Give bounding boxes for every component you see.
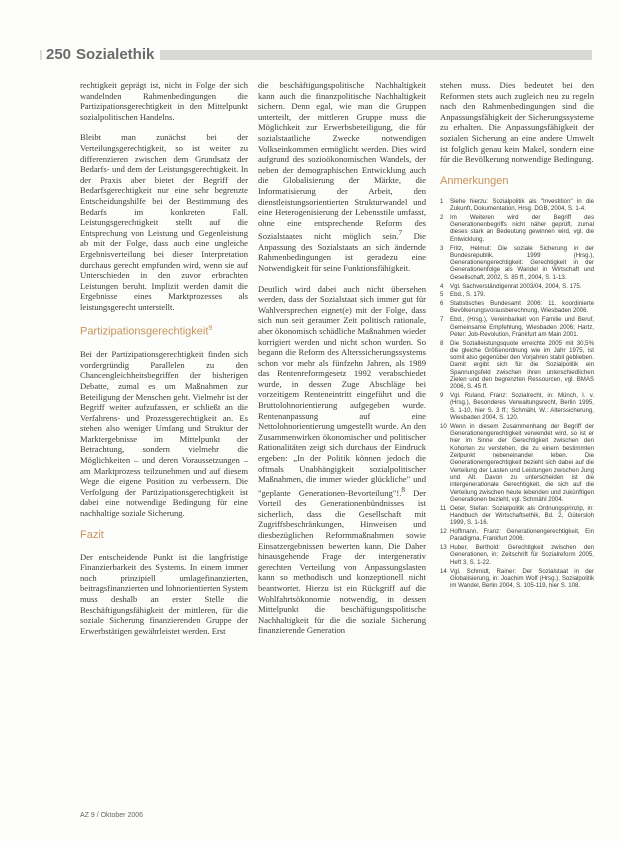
paragraph: Bei der Partizipationsgerechtigkeit finden sich vordergründig Parallelen zu den Chancengleichheitsbegriffen der bisherigen Debatte, zumal es um Maßnahmen zur Beteiligung der Menschen geht. Vielmehr ist der Begriff weiter aufzufassen, er schließt an die Verfahrens- und Prozessgerechtigkeit an. Es stehen also weniger Umfang und Struktur der Marktergebnisse im Mittelpunkt der Betrachtung, sondern vielmehr die Möglichkeiten – und deren Voraussetzungen – am Marktprozess teilzunehmen und auf diesem Wege die eigene Position zu verbessern. Die Verfolgung der Partizipationsgerechtigkeit ist dabei eine notwendige Bedingung für eine nachhaltige soziale Sicherung. bbox=[80, 349, 248, 519]
footnote-text: Vgl. Sachverständigenrat 2003/04, 2004, S. 175. bbox=[450, 282, 582, 290]
footnote-text: Siehe hierzu: Sozialpolitik als "Investition" in die Zukunft, Dokumentation, Hrsg. DGB, 2004, S. 1-4. bbox=[450, 197, 594, 213]
footnote bbox=[440, 198, 594, 213]
footnote-number: 7 bbox=[440, 316, 444, 324]
footnote-text: Huber, Berthold: Gerechtigkeit zwischen den Generationen, in: Zeitschrift für Sozialreform 2005, Heft 3, S. 1-22. bbox=[450, 544, 594, 566]
paragraph-text: Die Anpassung des Sozialstaats an sich ändernde Rahmenbedingungen ist geradezu eine Notwendigkeit für seine Funktionsfähigkeit. bbox=[258, 231, 426, 273]
footnote-number: 10 bbox=[440, 422, 447, 430]
footnote-number: 14 bbox=[440, 567, 447, 575]
paragraph-text: Deutlich wird dabei auch nicht übersehen werden, dass der Sozialstaat sich immer gut für Wahlversprechen eignet(e) mit der Folge, dass sich nun seit geraumer Zeit politisch rationale, aber ökonomisch schädliche Maßnahmen wieder korrigiert werden und nicht schon wurden. So begann die Reform des Alterssicherungssystems schon vor mehr als fünfzehn Jahren, als 1989 das Rentenreformgesetz 1992 verabschiedet wurde, in dessen Zuge Abschläge bei vorzeitigem Renteneintritt eingeführt und die Bruttolohnorientierung aufgegeben wurde. Rentenanpassung auf eine Nettolohnorientierung umgestellt wurde. An den Zusammenwirken ökonomischer und politischer Rationalitäten zeigt sich durchaus der Eindruck ergeben: „In der Politik können jedoch die oftmals Unabhängigkeit sozialpolitischer Maßnahmen, die immer wieder glückliche" und "geplante Generationen-Bevorteilung"!. bbox=[258, 283, 426, 498]
footnote bbox=[440, 283, 594, 290]
footnote-number: 5 bbox=[440, 291, 444, 299]
footnote-text: Im Weiteren wird der Begriff des Generationenbegriffs nicht näher geprüft, zumal dieses stark an Bedeutung gewinnen wird, vgl. die Entwicklung. bbox=[450, 213, 594, 243]
footnote bbox=[440, 245, 594, 281]
paragraph bbox=[258, 80, 426, 274]
footnotes-list bbox=[440, 198, 594, 590]
footnote-number: 11 bbox=[440, 504, 447, 512]
footnote-text: Fritz, Helmut: Die soziale Sicherung in der Bundesrepublik, 1999 (Hrsg.), Generationengerechtigkeit: Gerechtigkeit in der Generationenfolge als Wandel in Wirtschaft und Gesellschaft, 2002, S. 85 ff., 2004, S. 1-13. bbox=[450, 244, 594, 281]
footnote-number: 2 bbox=[440, 213, 444, 221]
footnote bbox=[440, 316, 594, 338]
footnote bbox=[440, 214, 594, 243]
footnote-text: Die Sozialleistungsquote erreichte 2005 mit 30,5% die gleiche Größenordnung wie im Jahr 1975, ist somit also gegenüber den Vorjahren stabil geblieben. Damit ergibt sich für die Sozialpolitik ein Spannungsfeld zwischen ihren unterschiedlichen Zielen und den begrenzten Ressourcen, vgl. BMAS 2006, S. 45 ff. bbox=[450, 339, 594, 391]
page-header bbox=[40, 44, 592, 66]
heading-text: Partizipationsgerechtigkeit bbox=[80, 326, 209, 339]
notes-heading: Anmerkungen bbox=[440, 174, 509, 187]
footnote bbox=[440, 291, 594, 298]
footnote bbox=[440, 340, 594, 391]
section-title: Sozialethik bbox=[74, 44, 160, 66]
footnote-text: Hoffmann, Franz: Generationengerechtigkeit, Ein Paradigma, Frankfurt 2006. bbox=[450, 528, 594, 543]
footnote bbox=[440, 544, 594, 566]
footnote bbox=[440, 423, 594, 503]
footnote-text: Wenn in diesem Zusammenhang der Begriff der Generationengerechtigkeit verwendet wird, so ist er hier im Sinne der Gerechtigkeit zwischen den Kohorten zu verstehen, die zu einem bestimmten Zeitpunkt nebeneinander leben. Die Generationengerechtigkeit bezieht sich dabei auf die Verteilung der Lasten und Leistungen zwischen Jung und Alt. Davon zu unterscheiden ist die intergenerationale Gerechtigkeit, die sich auf die Verteilung zwischen heute lebenden und zukünftigen Generationen bezieht, vgl. Schmähl 2004. bbox=[450, 422, 594, 503]
footnote-number: 3 bbox=[440, 244, 444, 252]
footnote bbox=[440, 505, 594, 527]
footnote-text: Oeter, Stefan: Sozialpolitik als Ordnungsprinzip, in: Handbuch der Wirtschaftsethik, Bd. 2, Gütersloh 1999, S. 1-16. bbox=[450, 504, 594, 527]
section-heading bbox=[80, 322, 248, 339]
footnote-number: 13 bbox=[440, 544, 447, 552]
footnote-text: Vgl. Ruland, Franz: Sozialrecht, in: Münch, I. v. (Hrsg.), Besonderes Verwaltungsrecht, Berlin 1995, S. 1-10, hier S. 3 ff.; Schmähl, W.: Alterssicherung, Wiesbaden 2004, S. 120. bbox=[450, 392, 594, 422]
section-heading: Fazit bbox=[80, 528, 104, 541]
paragraph-text: die beschäftigungspolitische Nachhaltigkeit kann auch die finanzpolitische Nachhaltigkeit sichern. Denn egal, wie man die Gruppen unterteilt, der mittleren Gruppe muss die Möglichkeit zur Erwerbsbeteiligung, die für sozialstaatliche Zwecke notwendigen Volkseinkommen ermöglicht werden. Dies wird aufgrund des sozioökonomischen Wandels, der neben der demographischen Entwicklung auch die Globalisierung der Märkte, die Informatisierung der Arbeit, den dienstleistungsorientierten Strukturwandel und eine Heterogenisierung der Lebensstile umfasst, ohne eine entsprechende Reform des Sozialstaates nicht möglich sein. bbox=[258, 80, 426, 242]
paragraph bbox=[258, 284, 426, 636]
footnote bbox=[440, 528, 594, 543]
text-column-3 bbox=[440, 80, 594, 591]
footnote bbox=[440, 300, 594, 315]
footnote-text: Ebd., S. 179. bbox=[450, 291, 486, 299]
paragraph: rechtigkeit geprägt ist, nicht in Folge der sich wandelnden Rahmenbedingungen die Partizipationsgerechtigkeit in den Mittelpunkt sozialpolitischen Handelns. bbox=[80, 80, 248, 122]
footnote-number: 6 bbox=[440, 300, 444, 308]
paragraph: Bleibt man zunächst bei der Verteilungsgerechtigkeit, so ist weiter zu differenzieren zwischen dem Grundsatz der Bedarfs- und dem der Leistungsgerechtigkeit. In der Praxis aber bietet der Begriff der Bedarfsgerechtigkeit nur eine sehr begrenzte Entscheidungshilfe bei der Bestimmung des Bedarfs im konkreten Fall. Leistungsgerechtigkeit stellt auf die Entsprechung von Leistung und Gegenleistung ab mit der Folge, dass auch eine ungleiche Ergebnisverteilung bei dieser Interpretation durchaus gerecht empfunden wird, wenn sie auf Unterschieden in den zuvor erbrachten Leistungen beruht. Implizit werden damit die Ergebnisse eines Marktprozesses als leistungsgerecht unterstellt. bbox=[80, 132, 248, 312]
footnote-number: 1 bbox=[440, 197, 444, 205]
page-number: 250 bbox=[42, 44, 75, 66]
footnote-text: Statistisches Bundesamt 2006: 11. koordinierte Bevölkerungsvorausberechnung, Wiesbaden 2006. bbox=[450, 300, 594, 315]
text-column-1 bbox=[80, 80, 248, 646]
footnote bbox=[440, 392, 594, 421]
footnote-number: 4 bbox=[440, 282, 444, 290]
footnote-number: 8 bbox=[440, 339, 444, 347]
footnote-number: 9 bbox=[440, 392, 444, 400]
footnote-ref: 9 bbox=[208, 325, 213, 333]
footnote-ref: 7 bbox=[398, 229, 403, 238]
page-footer: AZ 9 / Oktober 2006 bbox=[80, 812, 144, 819]
paragraph: stehen muss. Dies bedeutet bei den Reformen stets auch zugleich neu zu regeln nach den Rahmenbedingungen sind die Anpassungsfähigkeit der Sicherungssysteme zu erhalten. Die Anpassungsfähigkeit der sozialen Sicherung an eine andere Umwelt ist folglich genau kein Makel, sondern eine für die Bevölkerung notwendige Bedingung. bbox=[440, 80, 594, 165]
paragraph: Der entscheidende Punkt ist die langfristige Finanzierbarkeit des Systems. In einem immer noch prinzipiell umlagefinanzierten, beitragsfinanzierten und lohnorientierten System muss deshalb an erster Stelle die Beschäftigungsfähigkeit der mittleren, für die soziale Sicherung finanzierenden Gruppe der Erwerbstätigen gewährleistet werden. Erst bbox=[80, 551, 248, 636]
text-column-2 bbox=[258, 80, 426, 646]
footnote-number: 12 bbox=[440, 528, 447, 536]
footnote-text: Ebd., (Hrsg.), Vereinbarkeit von Familie und Beruf, Gemeinsame Empfehlung, Wiesbaden 2006; Hartz, Peter: Job-Revolution, Frankfurt am Main 2001. bbox=[450, 316, 594, 338]
paragraph-text: Der Vorteil des Generationenbündnisses ist sicherlich, dass die Gesellschaft mit Zugriffsbeschränkungen, Hinweisen und diesbezüglichen Reformmaßnahmen sowie Einsatzergebnissen bewerten kann. Die Daher hinausgehende Frage der intergenerativ gerechten Verteilung von Anpassungslasten kann so methodisch und konzeptionell nicht beantwortet. Hierzu ist ein Rückgriff auf die Wohlfahrtsökonomie notwendig, in dessen Mittelpunkt die beschäftigungspolitische Nachhaltigkeit für die die soziale Sicherung finanzierende Generation bbox=[258, 487, 426, 636]
footnote-text: Vgl. Schmidt, Rainer: Der Sozialstaat in der Globalisierung, in: Joachim Wolf (Hrsg.), Sozialpolitik im Wandel, Berlin 2004, S. 105-119, hier S. 108. bbox=[450, 567, 594, 590]
footnote bbox=[440, 568, 594, 590]
footnote-ref: 8 bbox=[401, 485, 405, 494]
